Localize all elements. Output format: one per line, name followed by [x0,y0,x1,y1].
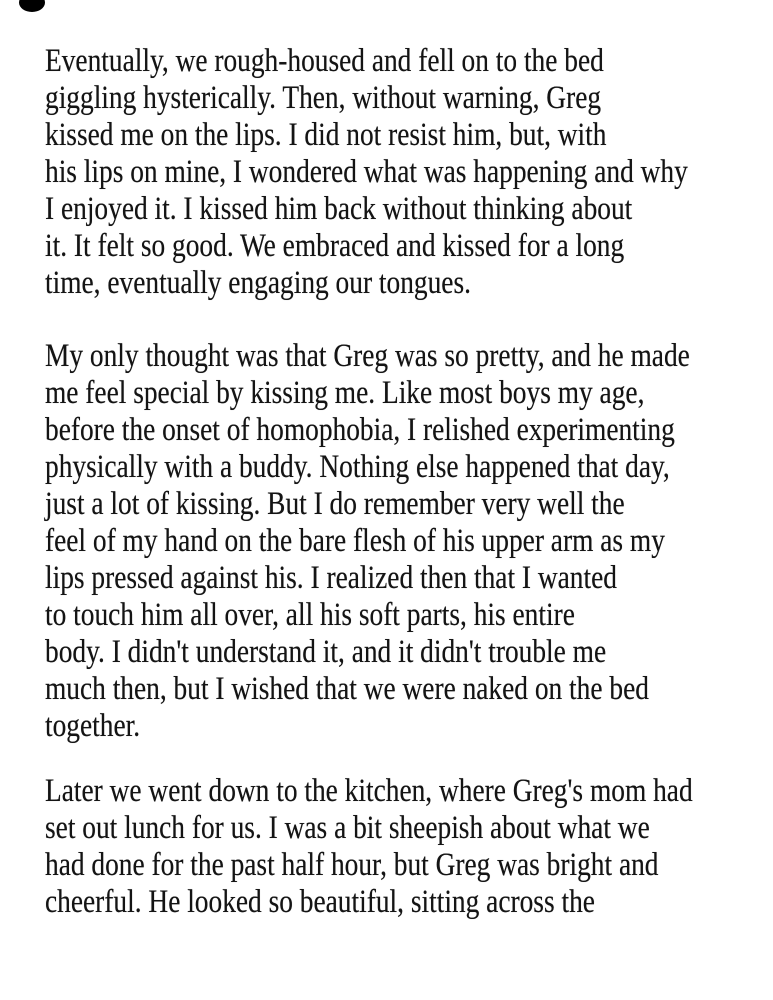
paragraph-2 [45,338,693,745]
text-line: had done for the past half hour, but Greg was bright and [45,847,659,883]
text-line: to touch him all over, all his soft parts, his entire [45,597,575,633]
text-line: cheerful. He looked so beautiful, sitting across the [45,884,595,920]
text-line: just a lot of kissing. But I do remember very well the [45,486,625,522]
text-line: much then, but I wished that we were naked on the bed [45,671,649,707]
text-line: set out lunch for us. I was a bit sheepish about what we [45,810,650,846]
text-line: time, eventually engaging our tongues. [45,265,471,301]
text-line: physically with a buddy. Nothing else happened that day, [45,449,670,485]
text-line: before the onset of homophobia, I relished experimenting [45,412,675,448]
text-line: together. [45,708,141,744]
paragraph-3 [45,773,693,921]
text-line: body. I didn't understand it, and it didn't trouble me [45,634,607,670]
text-line: I enjoyed it. I kissed him back without thinking about [45,191,633,227]
text-line: lips pressed against his. I realized then that I wanted [45,560,617,596]
text-line: it. It felt so good. We embraced and kissed for a long [45,228,625,264]
text-line: his lips on mine, I wondered what was happening and why [45,154,688,190]
page-text-block [45,43,773,921]
text-line: My only thought was that Greg was so pretty, and he made [45,338,690,374]
paragraph-1 [45,43,693,302]
text-line: feel of my hand on the bare flesh of his upper arm as my [45,523,665,559]
text-line: me feel special by kissing me. Like most boys my age, [45,375,645,411]
text-line: Later we went down to the kitchen, where Greg's mom had [45,773,693,809]
text-line: kissed me on the lips. I did not resist him, but, with [45,117,607,153]
scan-smudge-mark [19,0,45,12]
text-line: giggling hysterically. Then, without warning, Greg [45,80,602,116]
text-line: Eventually, we rough-housed and fell on to the bed [45,43,604,79]
